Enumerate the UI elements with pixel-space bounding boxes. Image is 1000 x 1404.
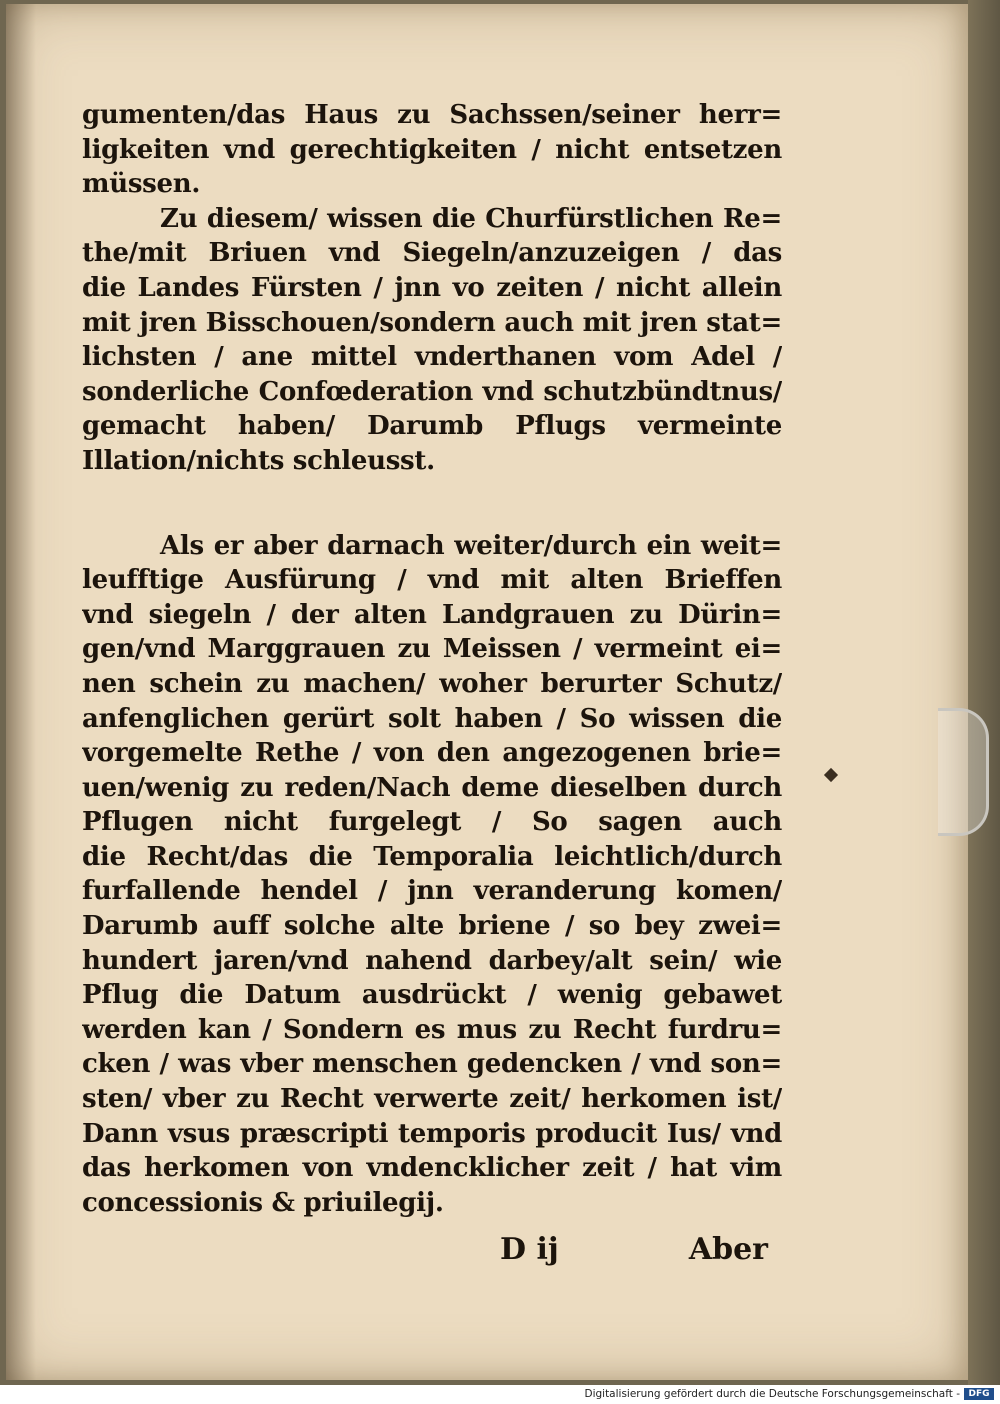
text-line: anfenglichen gerürt solt haben / So wissen die bbox=[82, 703, 782, 734]
text-line: Pflugen nicht furgelegt / So sagen auch bbox=[82, 807, 782, 838]
text-line: müssen. bbox=[82, 169, 201, 200]
text-line: Pflug die Datum ausdrückt / wenig gebawet bbox=[82, 980, 782, 1011]
text-line: lichsten / ane mittel vnderthanen vom Adel / bbox=[82, 342, 782, 373]
text-line: die Landes Fürsten / jnn vo zeiten / nicht allein bbox=[82, 272, 782, 303]
text-line: das herkomen von vndencklicher zeit / hat vim bbox=[82, 1153, 782, 1184]
paragraph-gap bbox=[82, 479, 782, 529]
text-line: the/mit Briuen vnd Siegeln/anzuzeigen / das bbox=[82, 238, 782, 269]
text-line: Illation/nichts schleusst. bbox=[82, 445, 435, 476]
text-line: die Recht/das die Temporalia leichtlich/durch bbox=[82, 841, 782, 872]
page-gutter-shadow bbox=[6, 4, 36, 1380]
text-line: furfallende hendel / jnn veranderung komen/ bbox=[82, 876, 782, 907]
text-line: uen/wenig zu reden/Nach deme dieselben durch bbox=[82, 772, 782, 803]
page-edge bbox=[968, 0, 1000, 1385]
text-line: Zu diesem/ wissen die Churfürstlichen Re= bbox=[160, 203, 782, 234]
text-line: leufftige Ausfürung / vnd mit alten Brieffen bbox=[82, 565, 782, 596]
text-line: vorgemelte Rethe / von den angezogenen brie= bbox=[82, 738, 782, 769]
text-line: werden kan / Sondern es mus zu Recht furdru= bbox=[82, 1014, 782, 1045]
text-line: vnd siegeln / der alten Landgrauen zu Dürin= bbox=[82, 599, 782, 630]
text-line: gumenten/das Haus zu Sachssen/seiner herr= bbox=[82, 100, 782, 130]
page-footer bbox=[82, 1232, 782, 1276]
signature-mark: D ij bbox=[500, 1232, 559, 1267]
text-line: gen/vnd Marggrauen zu Meissen / vermeint ei= bbox=[82, 634, 782, 665]
text-line: Darumb auff solche alte briene / so bey zwei= bbox=[82, 911, 782, 942]
text-line: hundert jaren/vnd nahend darbey/alt sein/ wie bbox=[82, 945, 782, 976]
text-line: gemacht haben/ Darumb Pflugs vermeinte bbox=[82, 411, 782, 442]
text-line: concessionis & priuilegij. bbox=[82, 1187, 444, 1218]
text-line: nen schein zu machen/ woher berurter Schutz/ bbox=[82, 668, 782, 699]
page-text bbox=[82, 98, 782, 1220]
catchword: Aber bbox=[688, 1232, 768, 1267]
text-line: ligkeiten vnd gerechtigkeiten / nicht entsetzen bbox=[82, 134, 782, 165]
dfg-logo: DFG bbox=[964, 1388, 994, 1400]
page-clip-icon bbox=[938, 708, 989, 836]
text-line: sten/ vber zu Recht verwerte zeit/ herkomen ist/ bbox=[82, 1084, 782, 1115]
digitization-credit: Digitalisierung gefördert durch die Deutsche Forschungsgemeinschaft - bbox=[584, 1388, 960, 1400]
text-line: mit jren Bisschouen/sondern auch mit jren stat= bbox=[82, 307, 782, 338]
text-line: Als er aber darnach weiter/durch ein weit= bbox=[160, 530, 782, 561]
text-line: sonderliche Confœderation vnd schutzbündtnus/ bbox=[82, 376, 782, 407]
text-line: cken / was vber menschen gedencken / vnd son= bbox=[82, 1049, 782, 1080]
text-line: Dann vsus præscripti temporis producit Ius/ vnd bbox=[82, 1118, 782, 1149]
